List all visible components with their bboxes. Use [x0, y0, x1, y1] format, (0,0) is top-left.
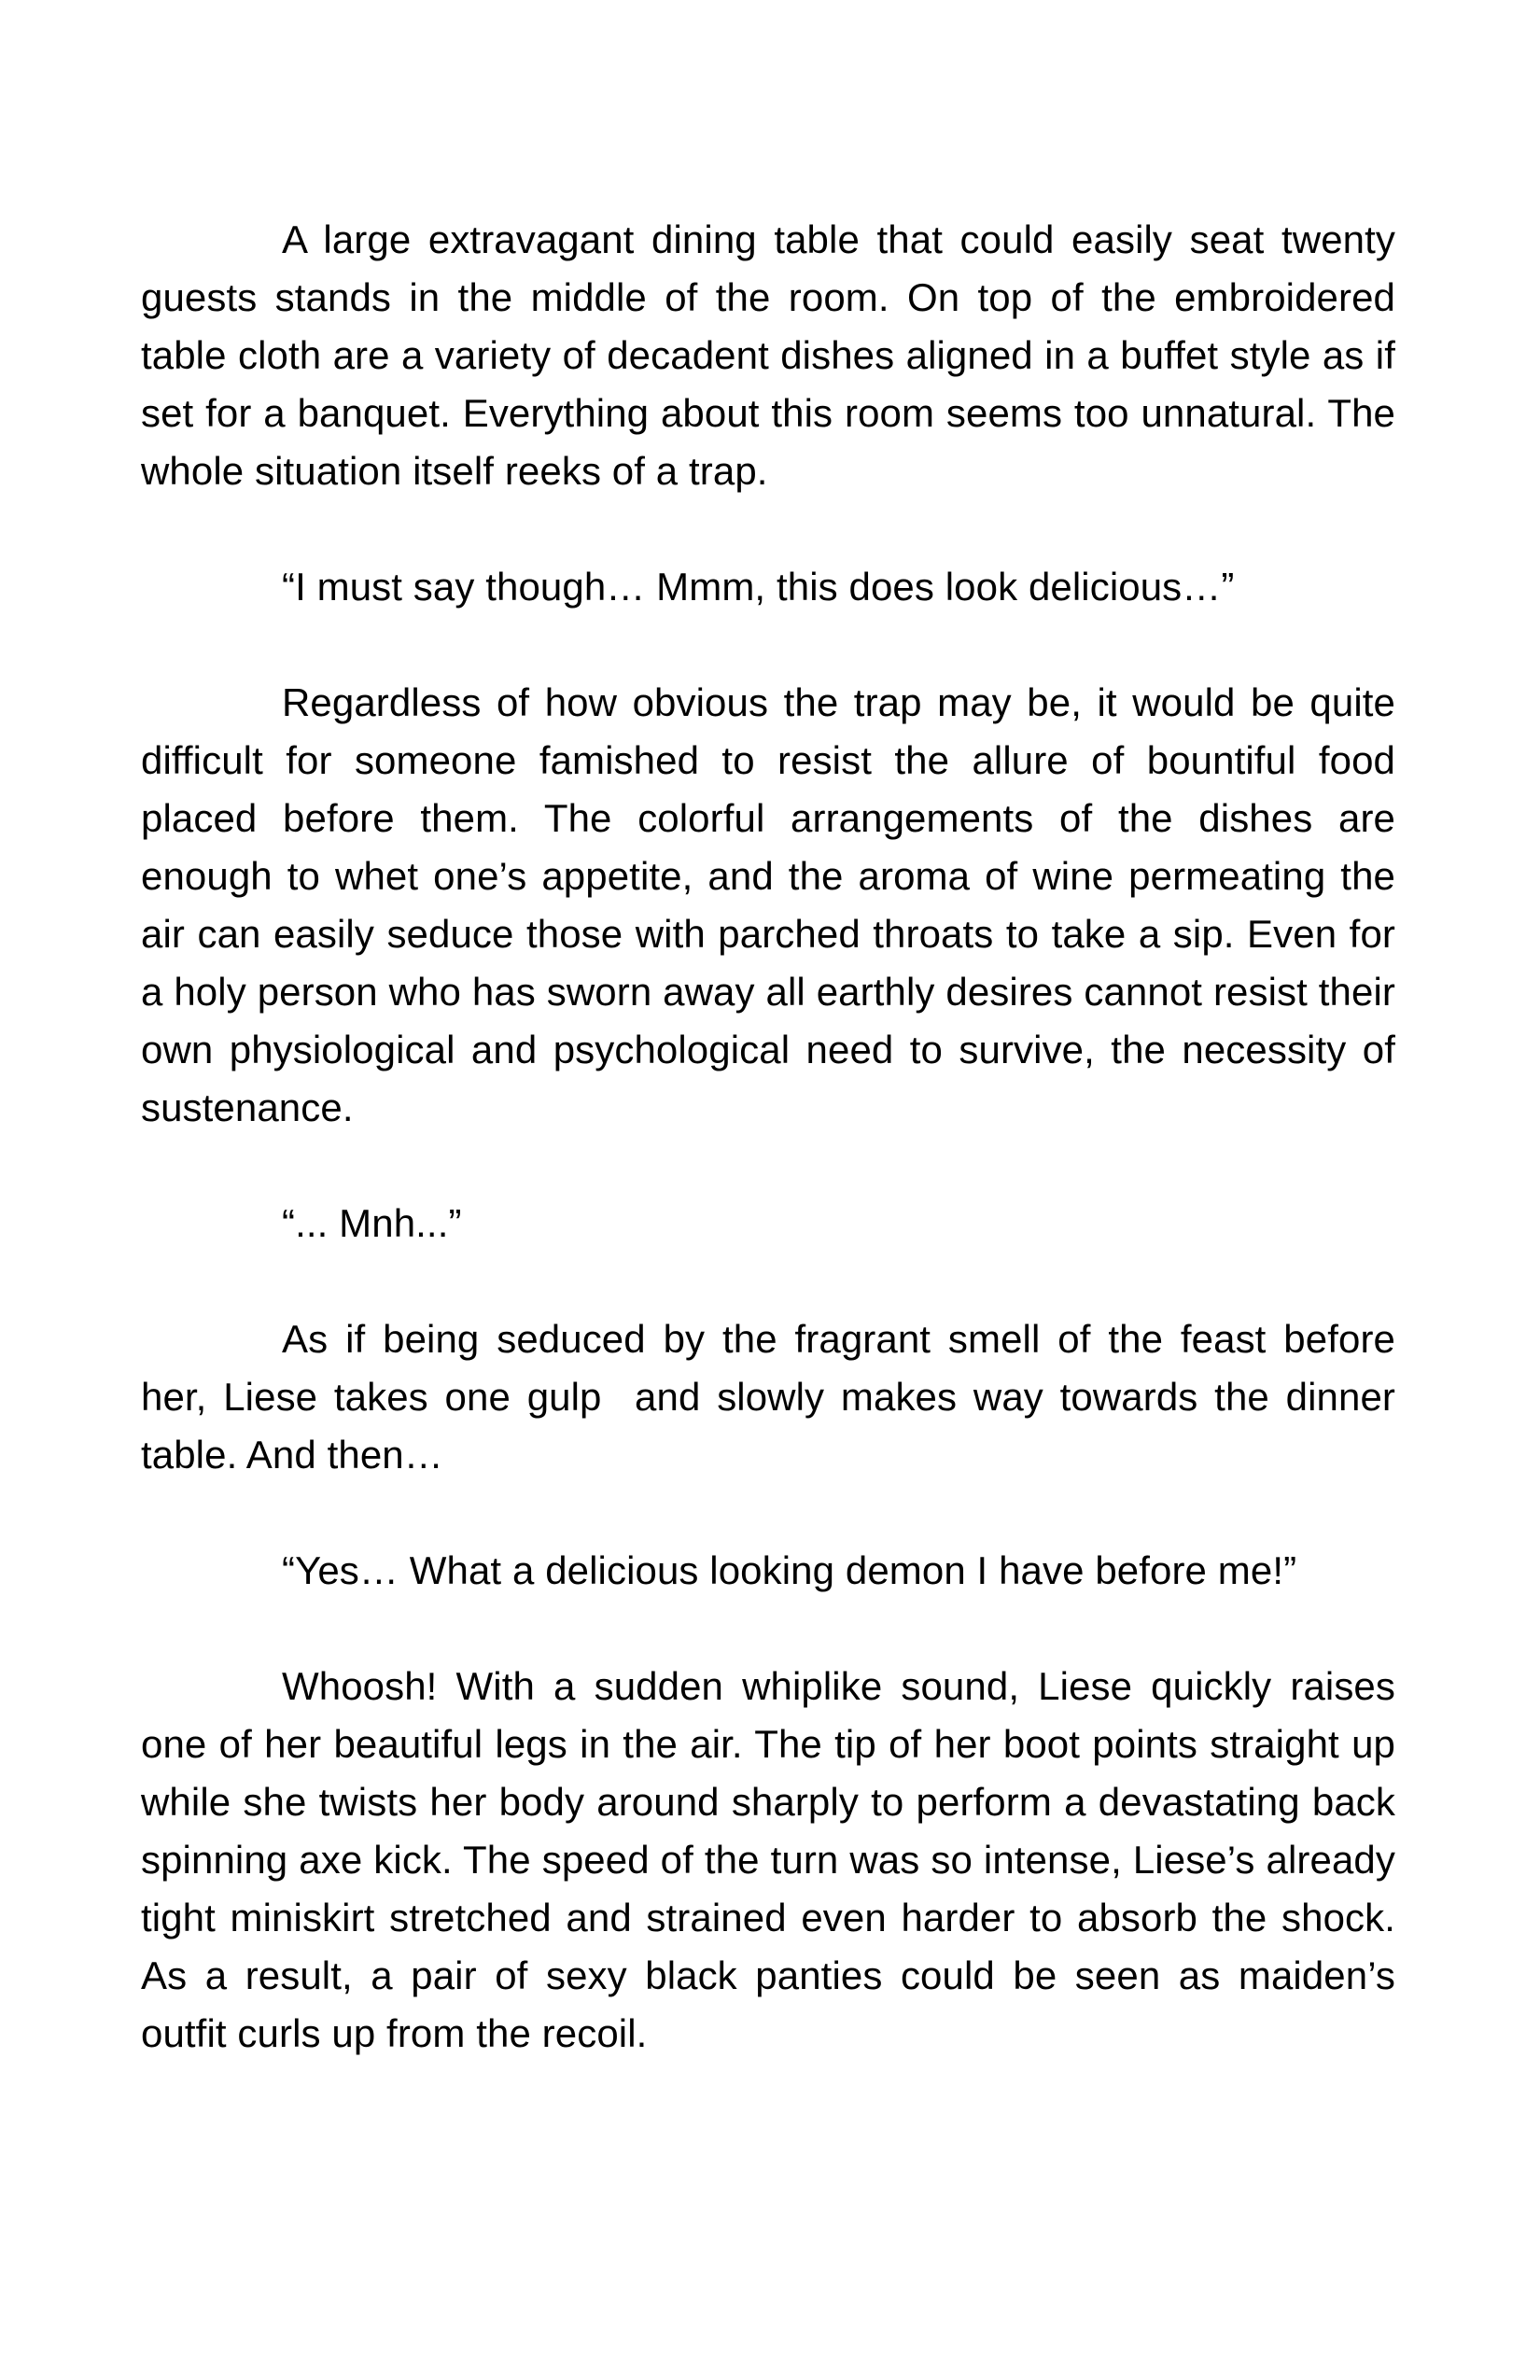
- dialogue-mnh: “... Mnh...”: [282, 1201, 462, 1245]
- dialogue-delicious: “I must say though… Mmm, this does look delicious…”: [282, 565, 1235, 609]
- text-block: [141, 211, 1395, 2121]
- paragraph-axe-kick: Whoosh! With a sudden whiplike sound, Liese quickly raises one of her beautiful legs in the air. The tip of her boot points straight up while she twists her body around sharply to perform a devastating back spinning axe kick. The speed of the turn was so intense, Liese’s already tight miniskirt stretched and strained even harder to absorb the shock. As a result, a pair of sexy black panties could be seen as maiden’s outfit curls up from the recoil.: [141, 1664, 1395, 2055]
- dialogue-delicious-demon: “Yes… What a delicious looking demon I have before me!”: [282, 1548, 1297, 1592]
- paragraph-trap-allure: Regardless of how obvious the trap may be, it would be quite difficult for someone famished to resist the allure of bountiful food placed before them. The colorful arrangements of the dishes are enough to whet one’s appetite, and the aroma of wine permeating the air can easily seduce those with parched throats to take a sip. Even for a holy person who has sworn away all earthly desires cannot resist their own physiological and psychological need to survive, the necessity of sustenance.: [141, 680, 1395, 1129]
- paragraph-dining-table: A large extravagant dining table that could easily seat twenty guests stands in the middle of the room. On top of the embroidered table cloth are a variety of decadent dishes aligned in a buffet style as if set for a banquet. Everything about this room seems too unnatural. The whole situation itself reeks of a trap.: [141, 217, 1395, 493]
- paragraph-seduced-by-feast: As if being seduced by the fragrant smell of the feast before her, Liese takes one gulp and slowly makes way towards the dinner table. And then…: [141, 1317, 1395, 1477]
